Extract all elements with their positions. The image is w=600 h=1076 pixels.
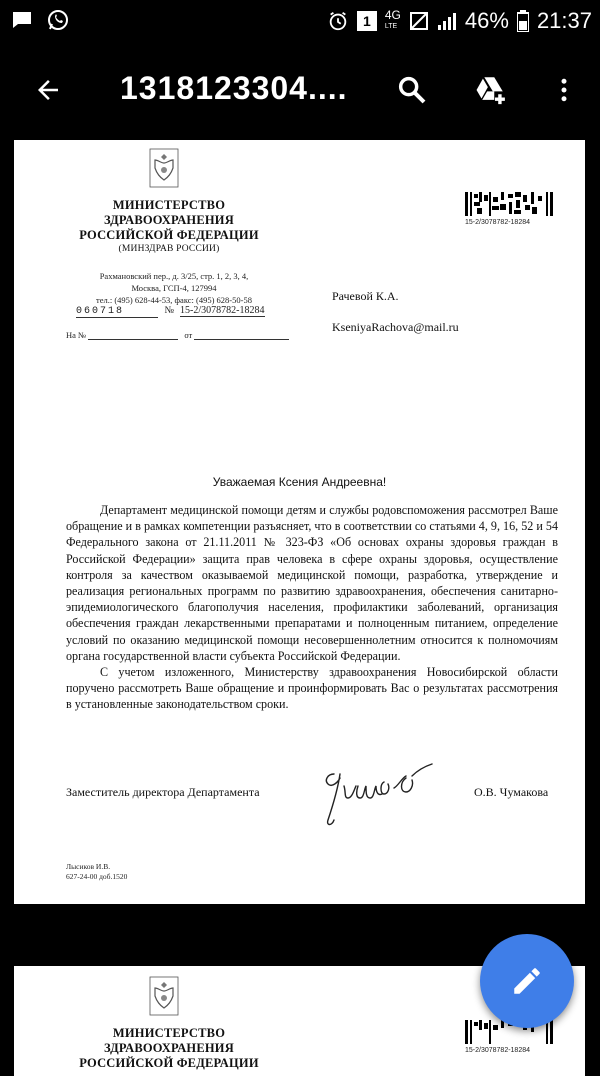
ministry-short-name: (МИНЗДРАВ РОССИИ) (118, 244, 220, 254)
ministry-line-3: РОССИЙСКОЙ ФЕДЕРАЦИИ (79, 1056, 259, 1070)
registration-reference: 15-2/3078782-18284 (180, 305, 265, 316)
battery-icon (517, 10, 529, 32)
body-paragraph-2: С учетом изложенного, Министерству здравоохранения Новосибирской области поручено рассмотреть Ваше обращение и проинформировать Вас о результатах рассмотрения в установленные законодательством сроки. (66, 665, 558, 712)
reply-to-line (66, 330, 289, 340)
whatsapp-icon (46, 8, 70, 32)
more-options-button[interactable] (540, 66, 588, 114)
sim-slot-badge: 1 (357, 11, 377, 31)
add-to-drive-icon (473, 73, 507, 107)
barcode-label: 15-2/3078782-18284 (465, 219, 531, 226)
ot-label: от (184, 330, 193, 340)
network-sub-label: LTE (384, 23, 398, 30)
network-label: 4G (384, 8, 401, 22)
letter-body (66, 502, 558, 713)
clock: 21:37 (536, 8, 592, 33)
ministry-address (74, 270, 274, 306)
coat-of-arms-icon (149, 976, 179, 1016)
ministry-line-3: РОССИЙСКОЙ ФЕДЕРАЦИИ (79, 228, 259, 242)
chat-bubble-icon (10, 8, 34, 32)
more-vert-icon (549, 75, 579, 105)
edit-fab-button[interactable] (480, 934, 574, 1028)
executor-name: Лысиков И.В. (66, 862, 111, 871)
signer-title: Заместитель директора Департамента (66, 785, 260, 799)
signal-icon (437, 11, 457, 31)
app-bar (0, 44, 600, 136)
alarm-icon (327, 10, 349, 32)
document-page-1 (14, 140, 585, 904)
na-label: На № (66, 330, 87, 340)
barcode (465, 192, 553, 216)
coat-of-arms-icon (149, 148, 179, 188)
address-line-2: Москва, ГСП-4, 127994 (131, 283, 217, 293)
network-type (385, 9, 401, 33)
registration-line (76, 305, 265, 318)
add-to-drive-button[interactable] (466, 66, 514, 114)
back-button[interactable] (24, 66, 72, 114)
arrow-back-icon (33, 75, 63, 105)
signer-name: О.В. Чумакова (474, 785, 549, 799)
recipient-email: KseniyaRachova@mail.ru (332, 320, 459, 334)
document-title: 1318123304.... (120, 70, 348, 106)
ministry-line-1: МИНИСТЕРСТВО (112, 198, 226, 212)
pencil-icon (510, 964, 544, 998)
ministry-header (69, 1026, 269, 1071)
body-paragraph-1: Департамент медицинской помощи детям и службы родовспоможения рассмотрел Ваше обращение и в рамках компетенции разъясняет, что в соответствии со статьями 4, 9, 16, 52 и 54 Федерального закона от 21.11.2011 № 323-ФЗ «Об основах охраны здоровья граждан в Российской Федерации» защита прав человека в сфере охраны здоровья, осуществление контроля за качеством оказываемой медицинской помощи, разработка, утверждение и реализация региональных программ по развитию здравоохранения, обеспечения санитарно-эпидемиологического благополучия населения, профилактики заболеваний, организация обеспечения граждан лекарственными препаратами и полноценным питанием, определение условий по оказанию медицинской помощи несовершеннолетним относится к полномочиям органа государственной власти субъекта Российской Федерации. (66, 503, 558, 663)
ministry-line-2: ЗДРАВООХРАНЕНИЯ (104, 213, 234, 227)
status-bar (0, 0, 600, 44)
address-line-1: Рахмановский пер., д. 3/25, стр. 1, 2, 3, 4, (99, 271, 249, 281)
no-sim-icon (409, 11, 429, 31)
registration-prefix: № (164, 305, 175, 316)
executor-info (66, 862, 127, 882)
search-button[interactable] (388, 66, 436, 114)
search-icon (396, 74, 428, 106)
ministry-line-1: МИНИСТЕРСТВО (112, 1026, 226, 1040)
signature (314, 752, 434, 832)
recipient-name: Рачевой К.А. (332, 289, 399, 303)
address-line-3: тел.: (495) 628-44-53, факс: (495) 628-50-58 (96, 295, 252, 305)
registration-number: 060718 (76, 306, 158, 318)
ministry-header (69, 198, 269, 256)
greeting: Уважаемая Ксения Андреевна! (212, 475, 387, 489)
ministry-line-2: ЗДРАВООХРАНЕНИЯ (104, 1041, 234, 1055)
battery-percent: 46% (464, 8, 509, 33)
barcode-label: 15-2/3078782-18284 (465, 1047, 531, 1054)
executor-phone: 627-24-00 доб.1520 (66, 872, 128, 881)
